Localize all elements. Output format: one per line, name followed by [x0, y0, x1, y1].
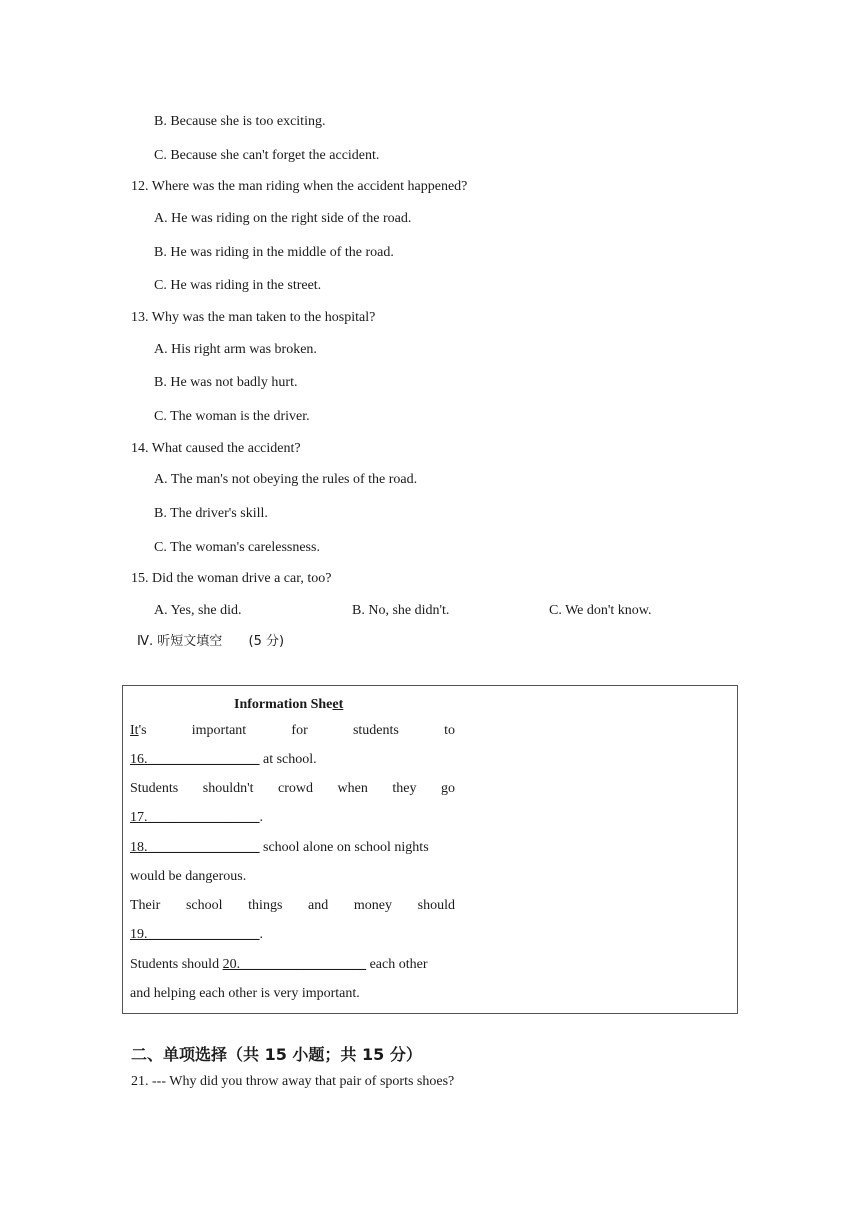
option-text: C. The woman is the driver. [154, 409, 310, 424]
option-text: B. He was riding in the middle of the road. [154, 245, 394, 260]
sheet-line-6: would be dangerous. [130, 869, 247, 884]
sheet-word: to [444, 723, 455, 738]
sheet-title-part: et [332, 697, 344, 712]
sheet-word: important [191, 723, 247, 738]
sheet-text: at school. [259, 752, 317, 767]
part-heading [137, 633, 284, 651]
sheet-title [234, 696, 343, 714]
sheet-word: things [248, 898, 283, 913]
blank-19[interactable]: 19.________________ [130, 927, 260, 942]
blank-16[interactable]: 16.________________ [130, 752, 260, 767]
sheet-text: . [259, 927, 263, 942]
sheet-word: shouldn't [202, 781, 254, 796]
option-text: C. We don't know. [549, 603, 652, 618]
question-text: 13. Why was the man taken to the hospital? [131, 310, 376, 325]
question-text: 15. Did the woman drive a car, too? [131, 571, 332, 586]
option-text: A. His right arm was broken. [154, 342, 317, 357]
blank-18[interactable]: 18.________________ [130, 840, 260, 855]
sheet-text: Students should [130, 957, 223, 972]
option-text: A. The man's not obeying the rules of the road. [154, 472, 418, 487]
sheet-line-1 [130, 722, 455, 740]
sheet-word: crowd [278, 781, 314, 796]
option-text: B. No, she didn't. [352, 603, 450, 618]
sheet-word: Students [130, 781, 179, 796]
option-text: A. Yes, she did. [154, 603, 242, 618]
information-sheet-box [122, 685, 738, 1014]
question-text: 12. Where was the man riding when the accident happened? [131, 179, 468, 194]
option-text: C. Because she can't forget the accident. [154, 148, 380, 163]
sheet-word: for [291, 723, 308, 738]
sheet-word: and [308, 898, 329, 913]
sheet-word: money [353, 898, 393, 913]
option-text: B. Because she is too exciting. [154, 114, 326, 129]
sheet-word: students [352, 723, 399, 738]
sheet-word: should [417, 898, 455, 913]
section-heading: 二、单项选择（共 15 小题；共 15 分） [131, 1045, 422, 1064]
sheet-text: each other [366, 957, 428, 972]
part-score: (5 分) [248, 634, 285, 649]
question-text: 14. What caused the accident? [131, 441, 301, 456]
option-text: B. He was not badly hurt. [154, 375, 298, 390]
option-text: C. He was riding in the street. [154, 278, 322, 293]
sheet-word: Their [130, 898, 161, 913]
sheet-line-4 [130, 809, 263, 827]
sheet-word: they [392, 781, 417, 796]
sheet-line-7 [130, 897, 455, 915]
sheet-word: when [337, 781, 368, 796]
blank-17[interactable]: 17.________________ [130, 810, 260, 825]
sheet-text: . [259, 810, 263, 825]
sheet-word: It's [130, 723, 147, 738]
sheet-line-2 [130, 751, 317, 769]
part-heading-text: Ⅳ. 听短文填空 [137, 634, 223, 649]
sheet-line-9 [130, 956, 428, 974]
sheet-line-10: and helping each other is very important. [130, 986, 360, 1001]
sheet-word: school [185, 898, 223, 913]
blank-20[interactable]: 20.__________________ [222, 957, 367, 972]
sheet-line-5 [130, 839, 429, 857]
sheet-line-8 [130, 926, 263, 944]
sheet-word: go [441, 781, 455, 796]
sheet-text: school alone on school nights [259, 840, 429, 855]
option-text: C. The woman's carelessness. [154, 540, 320, 555]
sheet-title-part: Information She [234, 697, 333, 712]
question-text: 21. --- Why did you throw away that pair of sports shoes? [131, 1074, 455, 1089]
option-text: B. The driver's skill. [154, 506, 268, 521]
sheet-line-3 [130, 780, 455, 798]
option-text: A. He was riding on the right side of the road. [154, 211, 412, 226]
